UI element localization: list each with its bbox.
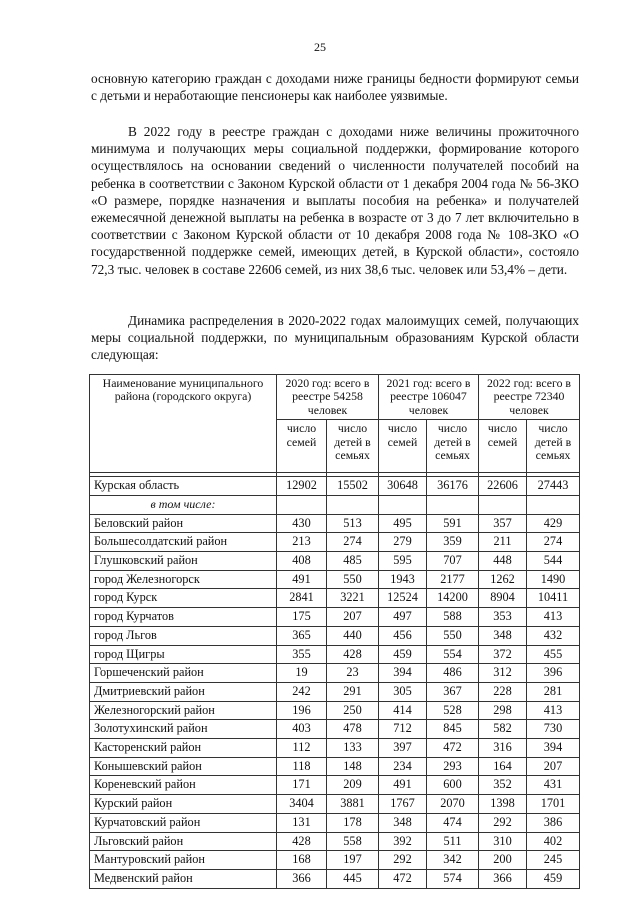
row-value: 495	[379, 514, 427, 533]
row-value: 396	[527, 664, 580, 683]
empty-cell	[277, 495, 327, 514]
row-value: 228	[479, 682, 527, 701]
empty-cell	[479, 495, 527, 514]
row-value: 730	[527, 720, 580, 739]
total-row	[90, 477, 580, 496]
row-value: 486	[427, 664, 479, 683]
row-value: 197	[327, 851, 379, 870]
row-value: 582	[479, 720, 527, 739]
row-name: Конышевский район	[90, 757, 277, 776]
page-number: 25	[314, 40, 326, 54]
subheader-families: число семей	[277, 420, 327, 473]
table-row	[90, 851, 580, 870]
row-value: 456	[379, 626, 427, 645]
row-value: 342	[427, 851, 479, 870]
table-row	[90, 739, 580, 758]
empty-cell	[379, 495, 427, 514]
row-value: 274	[327, 533, 379, 552]
subheader-families: число семей	[379, 420, 427, 473]
row-name: Курчатовский район	[90, 813, 277, 832]
column-header-2020: 2020 год: всего в реестре 54258 человек	[277, 375, 379, 420]
row-value: 2070	[427, 795, 479, 814]
table-row	[90, 589, 580, 608]
row-name: Медвенский район	[90, 869, 277, 888]
row-value: 133	[327, 739, 379, 758]
row-value: 30648	[379, 477, 427, 496]
row-value: 178	[327, 813, 379, 832]
row-value: 298	[479, 701, 527, 720]
row-value: 430	[277, 514, 327, 533]
row-value: 413	[527, 608, 580, 627]
row-value: 14200	[427, 589, 479, 608]
table-row	[90, 533, 580, 552]
row-value: 558	[327, 832, 379, 851]
row-value: 707	[427, 552, 479, 571]
row-value: 2177	[427, 570, 479, 589]
row-value: 234	[379, 757, 427, 776]
table-row	[90, 757, 580, 776]
row-name: Кореневский район	[90, 776, 277, 795]
paragraph-3: Динамика распределения в 2020-2022 годах малоимущих семей, получающих меры социальной поддержки, по муниципальным образованиям Курской области следующая:	[91, 313, 579, 363]
subheader-families: число семей	[479, 420, 527, 473]
row-value: 445	[327, 869, 379, 888]
row-name: Глушковский район	[90, 552, 277, 571]
row-value: 428	[327, 645, 379, 664]
row-value: 544	[527, 552, 580, 571]
row-value: 413	[527, 701, 580, 720]
row-value: 1262	[479, 570, 527, 589]
row-value: 386	[527, 813, 580, 832]
paragraph-2: В 2022 году в реестре граждан с доходами ниже величины прожиточного минимума и получающих меры социальной поддержки, формирование которого осуществлялось на основании сведений о численности получателей пособий на ребенка в соответствии с Законом Курской области от 1 декабря 2004 года № 56-ЗКО «О размере, порядке назначения и выплаты пособия на ребенка» и получателей ежемесячной денежной выплаты на ребенка в возрасте от 3 до 7 лет включительно в соответствии с Законом Курской области от 10 декабря 2008 года № 108-ЗКО «О государственной поддержке семей, имеющих детей, в Курской области», состояло 72,3 тыс. человек в составе 22606 семей, из них 38,6 тыс. человек или 53,4% – дети.	[91, 124, 579, 277]
row-value: 511	[427, 832, 479, 851]
row-name: Курский район	[90, 795, 277, 814]
row-value: 200	[479, 851, 527, 870]
row-value: 588	[427, 608, 479, 627]
row-name: город Курчатов	[90, 608, 277, 627]
row-value: 1767	[379, 795, 427, 814]
row-value: 403	[277, 720, 327, 739]
row-value: 171	[277, 776, 327, 795]
row-value: 12524	[379, 589, 427, 608]
row-value: 1943	[379, 570, 427, 589]
row-value: 274	[527, 533, 580, 552]
row-value: 472	[379, 869, 427, 888]
row-value: 211	[479, 533, 527, 552]
row-value: 491	[277, 570, 327, 589]
row-value: 455	[527, 645, 580, 664]
row-name: Курская область	[90, 477, 277, 496]
row-value: 310	[479, 832, 527, 851]
row-name: город Щигры	[90, 645, 277, 664]
row-name: Льговский район	[90, 832, 277, 851]
row-value: 397	[379, 739, 427, 758]
table-row	[90, 664, 580, 683]
row-value: 316	[479, 739, 527, 758]
empty-cell	[527, 495, 580, 514]
table-row	[90, 570, 580, 589]
table-row	[90, 608, 580, 627]
row-name: Золотухинский район	[90, 720, 277, 739]
row-value: 366	[277, 869, 327, 888]
row-value: 12902	[277, 477, 327, 496]
row-value: 291	[327, 682, 379, 701]
row-value: 292	[479, 813, 527, 832]
row-value: 353	[479, 608, 527, 627]
row-value: 209	[327, 776, 379, 795]
row-value: 213	[277, 533, 327, 552]
row-value: 15502	[327, 477, 379, 496]
row-value: 242	[277, 682, 327, 701]
row-value: 359	[427, 533, 479, 552]
row-name: город Льгов	[90, 626, 277, 645]
row-value: 1701	[527, 795, 580, 814]
row-value: 845	[427, 720, 479, 739]
row-value: 595	[379, 552, 427, 571]
row-value: 279	[379, 533, 427, 552]
row-value: 27443	[527, 477, 580, 496]
row-value: 414	[379, 701, 427, 720]
subtitle-row	[90, 495, 580, 514]
row-value: 491	[379, 776, 427, 795]
row-value: 2841	[277, 589, 327, 608]
row-value: 574	[427, 869, 479, 888]
row-name: Мантуровский район	[90, 851, 277, 870]
row-value: 472	[427, 739, 479, 758]
row-value: 394	[527, 739, 580, 758]
row-value: 365	[277, 626, 327, 645]
row-value: 348	[479, 626, 527, 645]
paragraph-1: основную категорию граждан с доходами ниже границы бедности формируют семьи с детьми и неработающие пенсионеры как наиболее уязвимые.	[91, 71, 579, 104]
table-row	[90, 682, 580, 701]
row-value: 23	[327, 664, 379, 683]
row-value: 712	[379, 720, 427, 739]
table-row	[90, 832, 580, 851]
row-value: 131	[277, 813, 327, 832]
row-value: 367	[427, 682, 479, 701]
table-row	[90, 869, 580, 888]
row-value: 485	[327, 552, 379, 571]
column-header-name: Наименование муниципального района (городского округа)	[90, 375, 277, 473]
empty-cell	[427, 495, 479, 514]
row-name: город Курск	[90, 589, 277, 608]
row-value: 10411	[527, 589, 580, 608]
row-value: 528	[427, 701, 479, 720]
row-value: 432	[527, 626, 580, 645]
row-value: 459	[379, 645, 427, 664]
row-value: 250	[327, 701, 379, 720]
row-name: Касторенский район	[90, 739, 277, 758]
row-value: 497	[379, 608, 427, 627]
row-value: 207	[527, 757, 580, 776]
row-value: 478	[327, 720, 379, 739]
table-row	[90, 645, 580, 664]
row-value: 118	[277, 757, 327, 776]
families-table	[89, 374, 580, 889]
row-value: 402	[527, 832, 580, 851]
row-value: 440	[327, 626, 379, 645]
row-value: 305	[379, 682, 427, 701]
row-value: 164	[479, 757, 527, 776]
row-value: 148	[327, 757, 379, 776]
row-value: 431	[527, 776, 580, 795]
row-value: 312	[479, 664, 527, 683]
row-value: 550	[427, 626, 479, 645]
row-value: 474	[427, 813, 479, 832]
row-value: 175	[277, 608, 327, 627]
row-value: 591	[427, 514, 479, 533]
row-value: 293	[427, 757, 479, 776]
row-value: 292	[379, 851, 427, 870]
row-value: 348	[379, 813, 427, 832]
table-row	[90, 720, 580, 739]
row-value: 372	[479, 645, 527, 664]
row-value: 207	[327, 608, 379, 627]
row-value: 168	[277, 851, 327, 870]
row-name: Железногорский район	[90, 701, 277, 720]
row-value: 22606	[479, 477, 527, 496]
table-row	[90, 552, 580, 571]
row-value: 3404	[277, 795, 327, 814]
row-value: 408	[277, 552, 327, 571]
subheader-children: число детей в семьях	[327, 420, 379, 473]
subtitle-label: в том числе:	[90, 495, 277, 514]
row-value: 392	[379, 832, 427, 851]
row-value: 550	[327, 570, 379, 589]
row-value: 3881	[327, 795, 379, 814]
row-value: 8904	[479, 589, 527, 608]
row-value: 1398	[479, 795, 527, 814]
table-row	[90, 795, 580, 814]
table-row	[90, 514, 580, 533]
row-value: 366	[479, 869, 527, 888]
row-value: 448	[479, 552, 527, 571]
row-name: Большесолдатский район	[90, 533, 277, 552]
row-value: 459	[527, 869, 580, 888]
row-value: 352	[479, 776, 527, 795]
table-row	[90, 776, 580, 795]
row-value: 554	[427, 645, 479, 664]
column-header-2021: 2021 год: всего в реестре 106047 человек	[379, 375, 479, 420]
row-value: 1490	[527, 570, 580, 589]
table-row	[90, 701, 580, 720]
header-row	[90, 375, 580, 420]
row-value: 112	[277, 739, 327, 758]
row-name: Горшеченский район	[90, 664, 277, 683]
row-name: Дмитриевский район	[90, 682, 277, 701]
row-value: 513	[327, 514, 379, 533]
row-name: город Железногорск	[90, 570, 277, 589]
row-value: 3221	[327, 589, 379, 608]
row-value: 600	[427, 776, 479, 795]
row-value: 355	[277, 645, 327, 664]
table-row	[90, 626, 580, 645]
row-value: 281	[527, 682, 580, 701]
row-value: 196	[277, 701, 327, 720]
subheader-children: число детей в семьях	[427, 420, 479, 473]
row-value: 394	[379, 664, 427, 683]
row-value: 245	[527, 851, 580, 870]
column-header-2022: 2022 год: всего в реестре 72340 человек	[479, 375, 580, 420]
table-row	[90, 813, 580, 832]
row-value: 357	[479, 514, 527, 533]
row-name: Беловский район	[90, 514, 277, 533]
subheader-children: число детей в семьях	[527, 420, 580, 473]
row-value: 36176	[427, 477, 479, 496]
row-value: 428	[277, 832, 327, 851]
empty-cell	[327, 495, 379, 514]
row-value: 429	[527, 514, 580, 533]
row-value: 19	[277, 664, 327, 683]
